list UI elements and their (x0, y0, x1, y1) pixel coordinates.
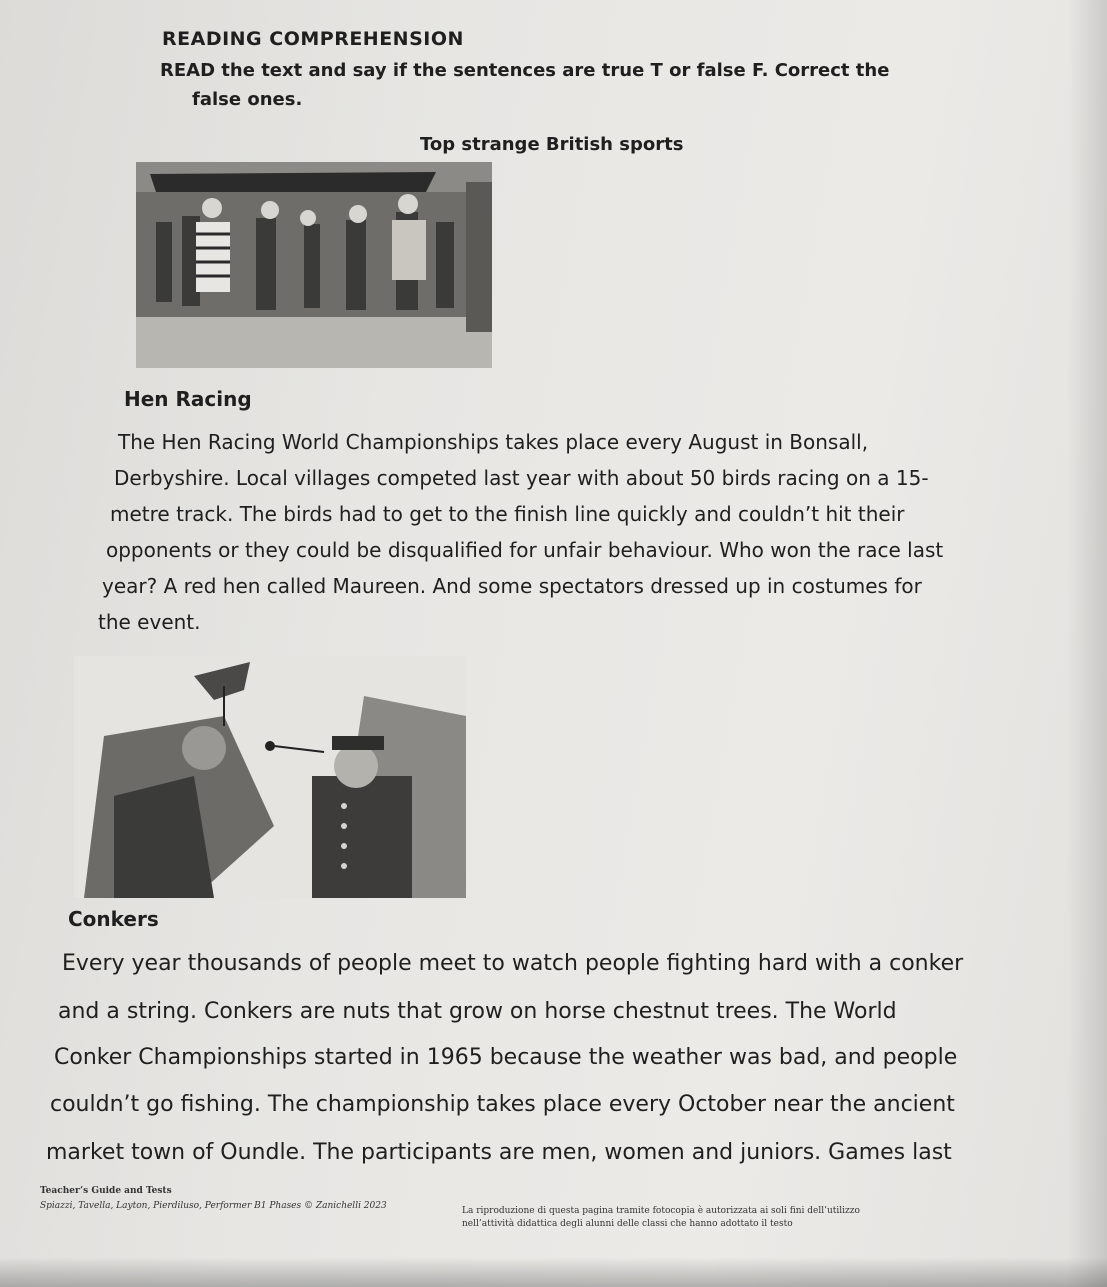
hen-racing-line-4: opponents or they could be disqualified for unfair behaviour. Who won the race last (106, 538, 944, 562)
footer-credit: Spiazzi, Tavella, Layton, Pierdiluso, Performer B1 Phases © Zanichelli 2023 (40, 1201, 387, 1211)
instruction-line-2: false ones. (192, 89, 303, 110)
worksheet-title: Top strange British sports (420, 134, 684, 155)
footer-copyright-line-1: La riproduzione di questa pagina tramite fotocopia è autorizzata ai soli fini dell’utilizzo (462, 1206, 860, 1216)
hen-racing-heading: Hen Racing (124, 387, 252, 411)
footer-book-title: Teacher’s Guide and Tests (40, 1186, 172, 1196)
conkers-line-3: Conker Championships started in 1965 because the weather was bad, and people (54, 1045, 958, 1070)
conkers-photo-image (74, 656, 466, 898)
worksheet-heading: READING COMPREHENSION (162, 28, 464, 50)
hen-racing-photo (136, 162, 492, 368)
page-bottom-shadow (0, 1257, 1107, 1287)
instruction-line-1: READ the text and say if the sentences are true T or false F. Correct the (160, 60, 890, 81)
conkers-photo (74, 656, 466, 898)
conkers-line-5: market town of Oundle. The participants are men, women and juniors. Games last (46, 1140, 952, 1165)
conkers-line-1: Every year thousands of people meet to watch people fighting hard with a conker (62, 951, 964, 976)
conkers-line-2: and a string. Conkers are nuts that grow on horse chestnut trees. The World (58, 999, 897, 1024)
conkers-line-4: couldn’t go fishing. The championship takes place every October near the ancient (50, 1092, 955, 1117)
hen-racing-line-2: Derbyshire. Local villages competed last year with about 50 birds racing on a 15- (114, 466, 929, 490)
hen-racing-line-6: the event. (98, 610, 201, 634)
page-edge-shadow (1067, 0, 1107, 1287)
hen-racing-line-5: year? A red hen called Maureen. And some spectators dressed up in costumes for (102, 574, 922, 598)
hen-racing-photo-image (136, 162, 492, 368)
hen-racing-line-1: The Hen Racing World Championships takes place every August in Bonsall, (118, 430, 869, 454)
footer-copyright-line-2: nell’attività didattica degli alunni delle classi che hanno adottato il testo (462, 1219, 793, 1229)
hen-racing-line-3: metre track. The birds had to get to the finish line quickly and couldn’t hit their (110, 502, 905, 526)
conkers-heading: Conkers (68, 907, 159, 931)
